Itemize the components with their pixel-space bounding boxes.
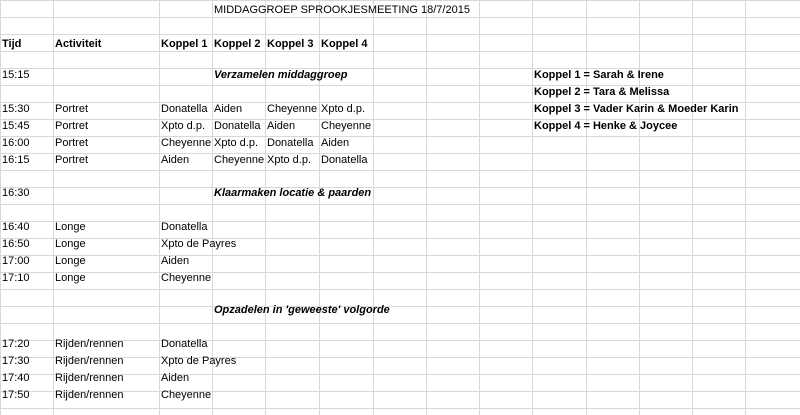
- table-row: [0, 84, 800, 101]
- sheet-title[interactable]: MIDDAGGROEP SPROOKJESMEETING 18/7/2015: [214, 4, 470, 16]
- time-cell[interactable]: 17:50: [2, 389, 30, 401]
- header-koppel-3[interactable]: Koppel 3: [267, 38, 314, 50]
- event-klaarmaken[interactable]: Klaarmaken locatie & paarden: [214, 187, 372, 199]
- koppel-2-cell[interactable]: Cheyenne: [214, 154, 265, 166]
- time-cell[interactable]: 15:30: [2, 103, 30, 115]
- time-cell[interactable]: 17:40: [2, 372, 30, 384]
- activity-cell[interactable]: Rijden/rennen: [55, 338, 124, 350]
- table-row: [0, 118, 800, 135]
- koppel-1-cell[interactable]: Xpto de Payres: [161, 238, 237, 250]
- table-row: [0, 253, 800, 270]
- legend-koppel-1[interactable]: Koppel 1 = Sarah & Irene: [534, 69, 664, 81]
- koppel-1-cell[interactable]: Aiden: [161, 255, 190, 267]
- time-cell[interactable]: 17:10: [2, 272, 30, 284]
- time-cell[interactable]: 17:00: [2, 255, 30, 267]
- koppel-3-cell[interactable]: Xpto d.p.: [267, 154, 312, 166]
- koppel-1-cell[interactable]: Donatella: [161, 103, 208, 115]
- header-koppel-4[interactable]: Koppel 4: [321, 38, 368, 50]
- title-row: [0, 2, 800, 19]
- koppel-3-cell[interactable]: Donatella: [267, 137, 314, 149]
- koppel-1-cell[interactable]: Cheyenne: [161, 272, 212, 284]
- koppel-4-cell[interactable]: Cheyenne: [321, 120, 372, 132]
- header-koppel-1[interactable]: Koppel 1: [161, 38, 208, 50]
- koppel-2-cell[interactable]: Donatella: [214, 120, 261, 132]
- activity-cell[interactable]: Rijden/rennen: [55, 372, 124, 384]
- time-cell[interactable]: 16:40: [2, 221, 30, 233]
- koppel-4-cell[interactable]: Xpto d.p.: [321, 103, 366, 115]
- koppel-1-cell[interactable]: Donatella: [161, 221, 208, 233]
- koppel-1-cell[interactable]: Cheyenne: [161, 137, 212, 149]
- time-cell[interactable]: 16:00: [2, 137, 30, 149]
- table-row: [0, 236, 800, 253]
- table-row: [0, 67, 800, 84]
- koppel-4-cell[interactable]: Aiden: [321, 137, 350, 149]
- table-row: [0, 336, 800, 353]
- table-row: [0, 302, 800, 319]
- time-cell[interactable]: 16:30: [2, 187, 30, 199]
- time-cell[interactable]: 15:15: [2, 69, 30, 81]
- table-row: [0, 185, 800, 202]
- activity-cell[interactable]: Longe: [55, 255, 86, 267]
- koppel-1-cell[interactable]: Xpto de Payres: [161, 355, 237, 367]
- activity-cell[interactable]: Longe: [55, 272, 86, 284]
- koppel-1-cell[interactable]: Aiden: [161, 154, 190, 166]
- header-koppel-2[interactable]: Koppel 2: [214, 38, 261, 50]
- activity-cell[interactable]: Portret: [55, 120, 89, 132]
- activity-cell[interactable]: Longe: [55, 238, 86, 250]
- activity-cell[interactable]: Portret: [55, 137, 89, 149]
- table-row: [0, 270, 800, 287]
- koppel-4-cell[interactable]: Donatella: [321, 154, 368, 166]
- time-cell[interactable]: 16:15: [2, 154, 30, 166]
- table-row: [0, 101, 800, 118]
- time-cell[interactable]: 15:45: [2, 120, 30, 132]
- table-row: [0, 387, 800, 404]
- activity-cell[interactable]: Rijden/rennen: [55, 389, 124, 401]
- legend-koppel-3[interactable]: Koppel 3 = Vader Karin & Moeder Karin: [534, 103, 739, 115]
- header-tijd[interactable]: Tijd: [2, 38, 22, 50]
- koppel-2-cell[interactable]: Xpto d.p.: [214, 137, 259, 149]
- legend-koppel-2[interactable]: Koppel 2 = Tara & Melissa: [534, 86, 670, 98]
- activity-cell[interactable]: Longe: [55, 221, 86, 233]
- time-cell[interactable]: 17:30: [2, 355, 30, 367]
- activity-cell[interactable]: Portret: [55, 154, 89, 166]
- koppel-3-cell[interactable]: Cheyenne: [267, 103, 318, 115]
- koppel-2-cell[interactable]: Aiden: [214, 103, 243, 115]
- table-row: [0, 152, 800, 169]
- header-activiteit[interactable]: Activiteit: [55, 38, 102, 50]
- header-row: [0, 36, 800, 53]
- event-verzamelen[interactable]: Verzamelen middaggroep: [214, 69, 348, 81]
- koppel-1-cell[interactable]: Donatella: [161, 338, 208, 350]
- activity-cell[interactable]: Portret: [55, 103, 89, 115]
- table-row: [0, 370, 800, 387]
- legend-koppel-4[interactable]: Koppel 4 = Henke & Joycee: [534, 120, 678, 132]
- time-cell[interactable]: 16:50: [2, 238, 30, 250]
- koppel-3-cell[interactable]: Aiden: [267, 120, 296, 132]
- koppel-1-cell[interactable]: Xpto d.p.: [161, 120, 206, 132]
- koppel-1-cell[interactable]: Cheyenne: [161, 389, 212, 401]
- activity-cell[interactable]: Rijden/rennen: [55, 355, 124, 367]
- table-row: [0, 135, 800, 152]
- table-row: [0, 219, 800, 236]
- table-row: [0, 353, 800, 370]
- time-cell[interactable]: 17:20: [2, 338, 30, 350]
- koppel-1-cell[interactable]: Aiden: [161, 372, 190, 384]
- event-opzadelen[interactable]: Opzadelen in 'geweeste' volgorde: [214, 304, 390, 316]
